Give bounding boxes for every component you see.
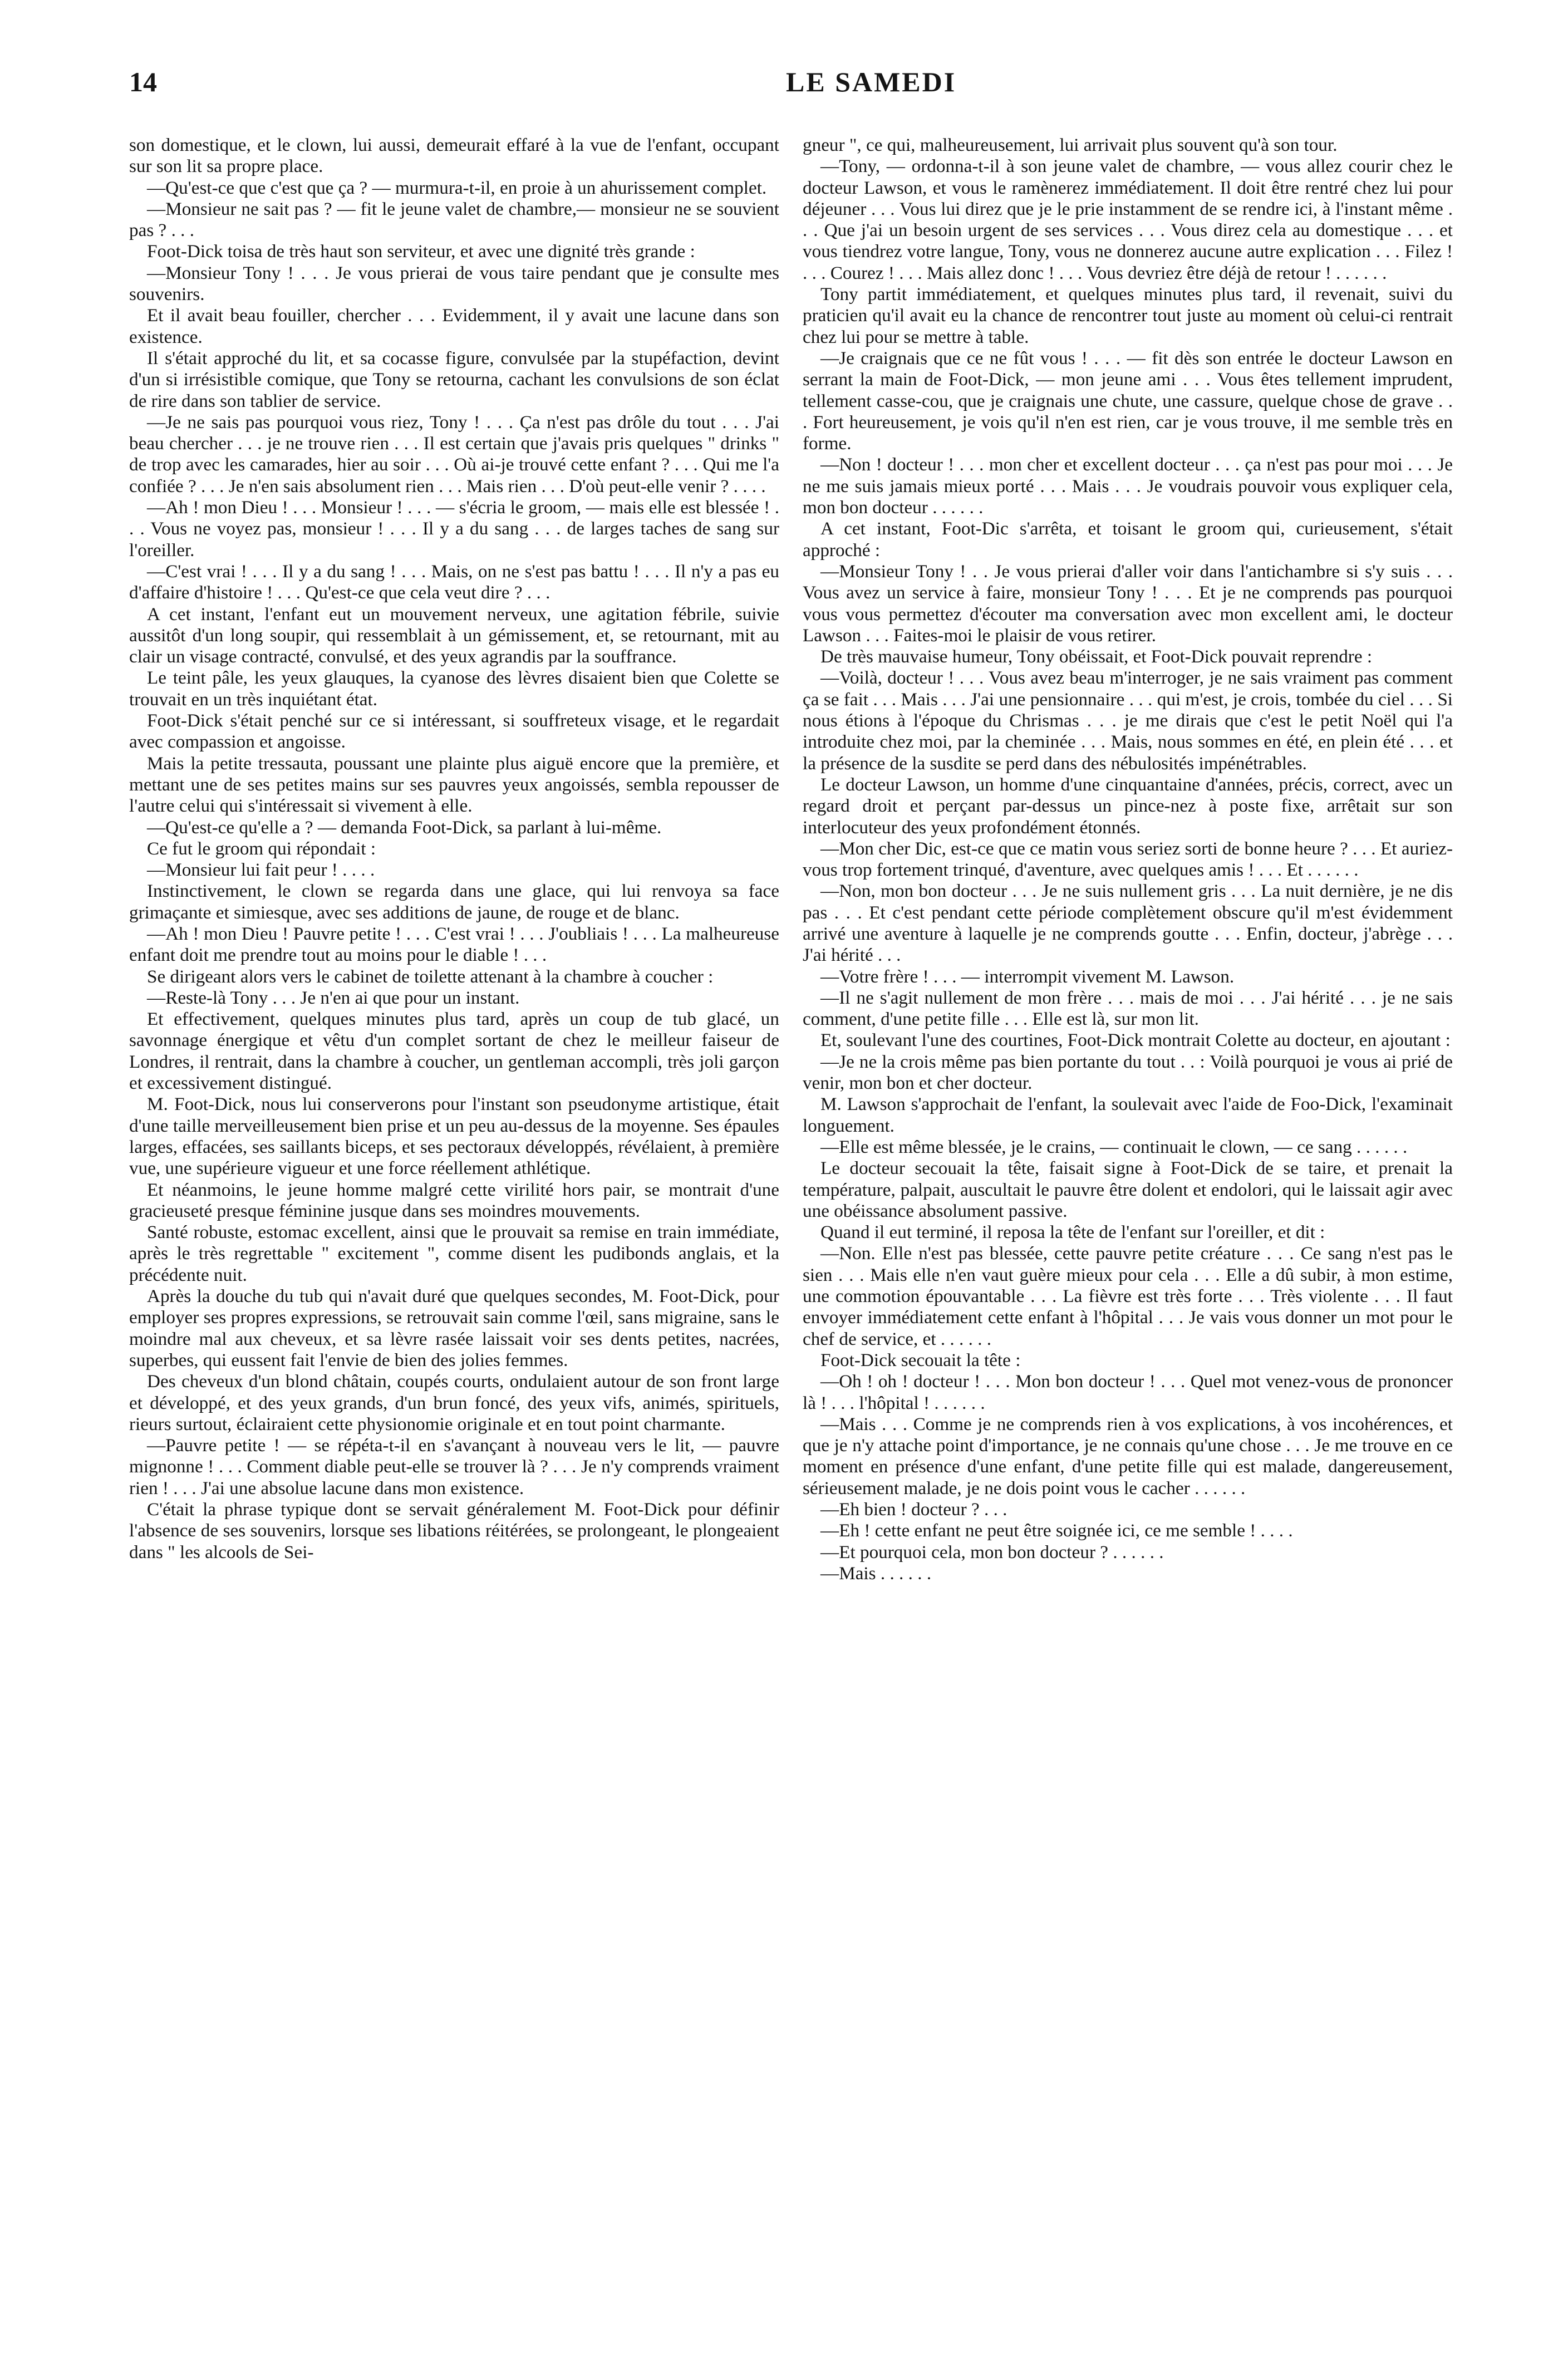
paragraph: M. Foot-Dick, nous lui conserverons pour l'instant son pseudonyme artistique, était d'une taille merveilleusement bien prise et un peu au-dessus de la moyenne. Ses épaules larges, effacées, ses saillants biceps, et ses pectoraux développés, révélaient, à première vue, une supérieure vigueur et une force réellement athlétique. bbox=[129, 1094, 779, 1179]
paragraph: M. Lawson s'approchait de l'enfant, la soulevait avec l'aide de Foo-Dick, l'examinait longuement. bbox=[803, 1094, 1453, 1136]
right-column bbox=[803, 135, 1453, 2322]
paragraph: C'était la phrase typique dont se servait généralement M. Foot-Dick pour définir l'absence de ses souvenirs, lorsque ses libations réitérées, se prolongeant, le plongeaient dans " les alcools de Sei- bbox=[129, 1499, 779, 1563]
paragraph: —Ah ! mon Dieu ! Pauvre petite ! . . . C'est vrai ! . . . J'oubliais ! . . . La malheureuse enfant doit me prendre tout au moins pour le diable ! . . . bbox=[129, 923, 779, 966]
paragraph: Le teint pâle, les yeux glauques, la cyanose des lèvres disaient bien que Colette se trouvait en un très inquiétant état. bbox=[129, 667, 779, 710]
paragraph: —Je ne sais pas pourquoi vous riez, Tony ! . . . Ça n'est pas drôle du tout . . . J'ai beau chercher . . . je ne trouve rien . . . Il est certain que j'avais pris quelques " drinks " de trop avec les camarades, hier au soir . . . Où ai-je trouvé cette enfant ? . . . Qui me l'a confiée ? . . . Je n'en sais absolument rien . . . Mais rien . . . D'où peut-elle venir ? . . . . bbox=[129, 411, 779, 497]
left-column bbox=[129, 135, 779, 2322]
paragraph: Le docteur secouait la tête, faisait signe à Foot-Dick de se taire, et prenait la température, palpait, auscultait le pauvre être dolent et endolori, qui le laissait agir avec une obéissance absolument passive. bbox=[803, 1158, 1453, 1221]
paragraph: Le docteur Lawson, un homme d'une cinquantaine d'années, précis, correct, avec un regard droit et perçant par-dessus un pince-nez à poste fixe, arrêtait sur son interlocuteur des yeux profondément étonnés. bbox=[803, 774, 1453, 838]
paragraph: —Il ne s'agit nullement de mon frère . . . mais de moi . . . J'ai hérité . . . je ne sais comment, d'une petite fille . . . Elle est là, sur mon lit. bbox=[803, 987, 1453, 1030]
paragraph: —Qu'est-ce que c'est que ça ? — murmura-t-il, en proie à un ahurissement complet. bbox=[147, 177, 767, 198]
paragraph: Il s'était approché du lit, et sa cocasse figure, convulsée par la stupéfaction, devint d'un si irrésistible comique, que Tony se retourna, cachant les convulsions de son éclat de rire dans son tablier de service. bbox=[129, 347, 779, 411]
paragraph: —Voilà, docteur ! . . . Vous avez beau m'interroger, je ne sais vraiment pas comment ça se fait . . . Mais . . . J'ai une pensionnaire . . . qui m'est, je crois, tombée du ciel . . . Si nous étions à l'époque du Chrismas . . . je me dirais que c'est le petit Noël qui l'a introduite chez moi, par la cheminée . . . Mais, nous sommes en été, en plein été . . . et la présence de la susdite se perd dans des nébulosités impénétrables. bbox=[803, 667, 1453, 774]
paragraph: Instinctivement, le clown se regarda dans une glace, qui lui renvoya sa face grimaçante et simiesque, avec ses additions de jaune, de rouge et de blanc. bbox=[129, 881, 779, 923]
paragraph: Tony partit immédiatement, et quelques minutes plus tard, il revenait, suivi du praticien qu'il avait eu la chance de rencontrer tout juste au moment où celui-ci rentrait chez lui pour se mettre à table. bbox=[803, 284, 1453, 347]
paragraph: Et, soulevant l'une des courtines, Foot-Dick montrait Colette au docteur, en ajoutant : bbox=[820, 1030, 1451, 1051]
running-title: LE SAMEDI bbox=[786, 66, 957, 97]
paragraph: —Et pourquoi cela, mon bon docteur ? . . . . . . bbox=[820, 1541, 1164, 1563]
paragraph: —Mon cher Dic, est-ce que ce matin vous seriez sorti de bonne heure ? . . . Et auriez-vous trop fortement trinqué, d'aventure, avec quelques amis ! . . . Et . . . . . . bbox=[803, 838, 1453, 881]
paragraph: Et néanmoins, le jeune homme malgré cette virilité hors pair, se montrait d'une gracieuseté presque féminine jusque dans ses moindres mouvements. bbox=[129, 1179, 779, 1221]
paragraph: —Reste-là Tony . . . Je n'en ai que pour un instant. bbox=[147, 987, 520, 1008]
paragraph: —Pauvre petite ! — se répéta-t-il en s'avançant à nouveau vers le lit, — pauvre mignonne ! . . . Comment diable peut-elle se trouver là ? . . . Je n'y comprends vraiment rien ! . . . J'ai une absolue lacune dans mon existence. bbox=[129, 1435, 779, 1499]
paragraph: Quand il eut terminé, il reposa la tête de l'enfant sur l'oreiller, et dit : bbox=[820, 1222, 1325, 1243]
paragraph: —Tony, — ordonna-t-il à son jeune valet de chambre, — vous allez courir chez le docteur Lawson, et vous le ramènerez immédiatement. Il doit être rentré chez lui pour déjeuner . . . Vous lui direz que je le prie instamment de se rendre ici, à l'instant même . . . Que j'ai un besoin urgent de ses services . . . Vous direz cela au domestique . . . et vous tiendrez votre langue, Tony, vous ne donnerez aucune autre explication . . . Filez ! . . . Courez ! . . . Mais allez donc ! . . . Vous devriez être déjà de retour ! . . . . . . bbox=[803, 156, 1453, 283]
paragraph: —Mais . . . . . . bbox=[820, 1563, 932, 1584]
paragraph: Mais la petite tressauta, poussant une plainte plus aiguë encore que la première, et mettant une de ses petites mains sur ses pauvres yeux angoissés, sembla repousser de l'autre celui qui s'intéressait si vivement à elle. bbox=[129, 753, 779, 817]
paragraph: A cet instant, l'enfant eut un mouvement nerveux, une agitation fébrile, suivie aussitôt d'un long soupir, qui ressemblait à un gémissement, et, se retournant, mit au clair un visage contracté, convulsé, et des yeux agrandis par la souffrance. bbox=[129, 603, 779, 667]
paragraph: —Ah ! mon Dieu ! . . . Monsieur ! . . . — s'écria le groom, — mais elle est blessée ! . . . Vous ne voyez pas, monsieur ! . . . Il y a du sang . . . de larges taches de sang sur l'oreiller. bbox=[129, 497, 779, 561]
paragraph: gneur ", ce qui, malheureusement, lui arrivait plus souvent qu'à son tour. bbox=[803, 135, 1338, 155]
paragraph: Se dirigeant alors vers le cabinet de toilette attenant à la chambre à coucher : bbox=[147, 966, 714, 987]
paragraph: Foot-Dick s'était penché sur ce si intéressant, si souffreteux visage, et le regardait avec compassion et angoisse. bbox=[129, 710, 779, 753]
paragraph: Foot-Dick toisa de très haut son serviteur, et avec une dignité très grande : bbox=[147, 241, 695, 262]
paragraph: Après la douche du tub qui n'avait duré que quelques secondes, M. Foot-Dick, pour employer ses propres expressions, se retrouvait sain comme l'œil, sans migraine, sans le moindre mal aux cheveux, et sa lèvre rasée laissait voir ses dents petites, nacrées, superbes, qui eussent fait l'envie de bien des jolies femmes. bbox=[129, 1286, 779, 1370]
paragraph: —Qu'est-ce qu'elle a ? — demanda Foot-Dick, sa parlant à lui-même. bbox=[147, 817, 662, 838]
paragraph: Et il avait beau fouiller, chercher . . . Evidemment, il y avait une lacune dans son existence. bbox=[129, 305, 779, 347]
paragraph: son domestique, et le clown, lui aussi, demeurait effaré à la vue de l'enfant, occupant sur son lit sa propre place. bbox=[129, 135, 779, 177]
paragraph: —Elle est même blessée, je le crains, — continuait le clown, — ce sang . . . . . . bbox=[820, 1136, 1408, 1157]
paragraph: Et effectivement, quelques minutes plus tard, après un coup de tub glacé, un savonnage énergique et vêtu d'un complet sortant de chez le meilleur faiseur de Londres, il rentrait, dans la chambre à coucher, un gentleman accompli, très joli garçon et excessivement distingué. bbox=[129, 1009, 779, 1094]
paragraph: —Je ne la crois même pas bien portante du tout . . : Voilà pourquoi je vous ai prié de venir, mon bon et cher docteur. bbox=[803, 1051, 1453, 1094]
paragraph: —Non. Elle n'est pas blessée, cette pauvre petite créature . . . Ce sang n'est pas le sien . . . Mais elle n'en vaut guère mieux pour cela . . . Elle a dû subir, à mon estime, une commotion épouvantable . . . La fièvre est très forte . . . Très violente . . . Il faut envoyer immédiatement cette enfant à l'hôpital . . . Je vais vous donner un mot pour le chef de service, et . . . . . . bbox=[803, 1243, 1453, 1349]
paragraph: Des cheveux d'un blond châtain, coupés courts, ondulaient autour de son front large et développé, et des yeux grands, d'un brun foncé, des yeux vifs, animés, spirituels, rieurs surtout, éclairaient cette physionomie originale et en tout point charmante. bbox=[129, 1371, 779, 1434]
paragraph: —Je craignais que ce ne fût vous ! . . . — fit dès son entrée le docteur Lawson en serrant la main de Foot-Dick, — mon jeune ami . . . Vous êtes tellement imprudent, tellement casse-cou, que je craignais une chute, une cassure, quelque chose de grave . . . Fort heureusement, je vois qu'il n'en est rien, car je vous trouve, il me semble très en forme. bbox=[803, 347, 1453, 454]
paragraph: —C'est vrai ! . . . Il y a du sang ! . . . Mais, on ne s'est pas battu ! . . . Il n'y a pas eu d'affaire d'histoire ! . . . Qu'est-ce que cela veut dire ? . . . bbox=[129, 561, 779, 603]
paragraph: —Monsieur ne sait pas ? — fit le jeune valet de chambre,— monsieur ne se souvient pas ? . . . bbox=[129, 198, 779, 241]
page-number: 14 bbox=[129, 66, 157, 97]
page-header bbox=[129, 66, 1476, 116]
paragraph: —Monsieur lui fait peur ! . . . . bbox=[147, 859, 375, 881]
paragraph: —Mais . . . Comme je ne comprends rien à vos explications, à vos incohérences, et que je n'y attache point d'importance, je ne connais qu'une chose . . . Je me trouve en ce moment en présence d'une enfant, d'une petite fille qui est malade, dangereusement, sérieusement malade, je ne dois point vous le cacher . . . . . . bbox=[803, 1413, 1453, 1499]
paragraph: Foot-Dick secouait la tête : bbox=[820, 1349, 1021, 1370]
paragraph: A cet instant, Foot-Dic s'arrêta, et toisant le groom qui, curieusement, s'était approché : bbox=[803, 518, 1453, 561]
paragraph: De très mauvaise humeur, Tony obéissait, et Foot-Dick pouvait reprendre : bbox=[820, 646, 1373, 667]
paragraph: —Non ! docteur ! . . . mon cher et excellent docteur . . . ça n'est pas pour moi . . . Je ne me suis jamais mieux porté . . . Mais . . . Je voudrais pouvoir vous expliquer cela, mon bon docteur . . . . . . bbox=[803, 454, 1453, 518]
paragraph: Ce fut le groom qui répondait : bbox=[147, 838, 376, 859]
paragraph: —Oh ! oh ! docteur ! . . . Mon bon docteur ! . . . Quel mot venez-vous de prononcer là ! . . . l'hôpital ! . . . . . . bbox=[803, 1371, 1453, 1413]
paragraph: —Monsieur Tony ! . . Je vous prierai d'aller voir dans l'antichambre si s'y suis . . . Vous avez un service à faire, monsieur Tony ! . . . Et je ne comprends pas pourquoi vous vous permettez d'écouter ma conversation avec mon excellent ami, le docteur Lawson . . . Faites-moi le plaisir de vous retirer. bbox=[803, 561, 1453, 646]
paragraph: —Non, mon bon docteur . . . Je ne suis nullement gris . . . La nuit dernière, je ne dis pas . . . Et c'est pendant cette période complètement obscure qu'il m'est évidemment arrivé une aventure à laquelle je ne comprends goutte . . . Enfin, docteur, j'abrège . . . J'ai hérité . . . bbox=[803, 881, 1453, 966]
paragraph: —Eh ! cette enfant ne peut être soignée ici, ce me semble ! . . . . bbox=[820, 1520, 1293, 1541]
paragraph: —Eh bien ! docteur ? . . . bbox=[820, 1499, 1007, 1520]
paragraph: Santé robuste, estomac excellent, ainsi que le prouvait sa remise en train immédiate, après le très regrettable " excitement ", comme disent les pudibonds anglais, et la précédente nuit. bbox=[129, 1222, 779, 1285]
paragraph: —Monsieur Tony ! . . . Je vous prierai de vous taire pendant que je consulte mes souvenirs. bbox=[129, 262, 779, 305]
paragraph: —Votre frère ! . . . — interrompit vivement M. Lawson. bbox=[820, 966, 1235, 987]
